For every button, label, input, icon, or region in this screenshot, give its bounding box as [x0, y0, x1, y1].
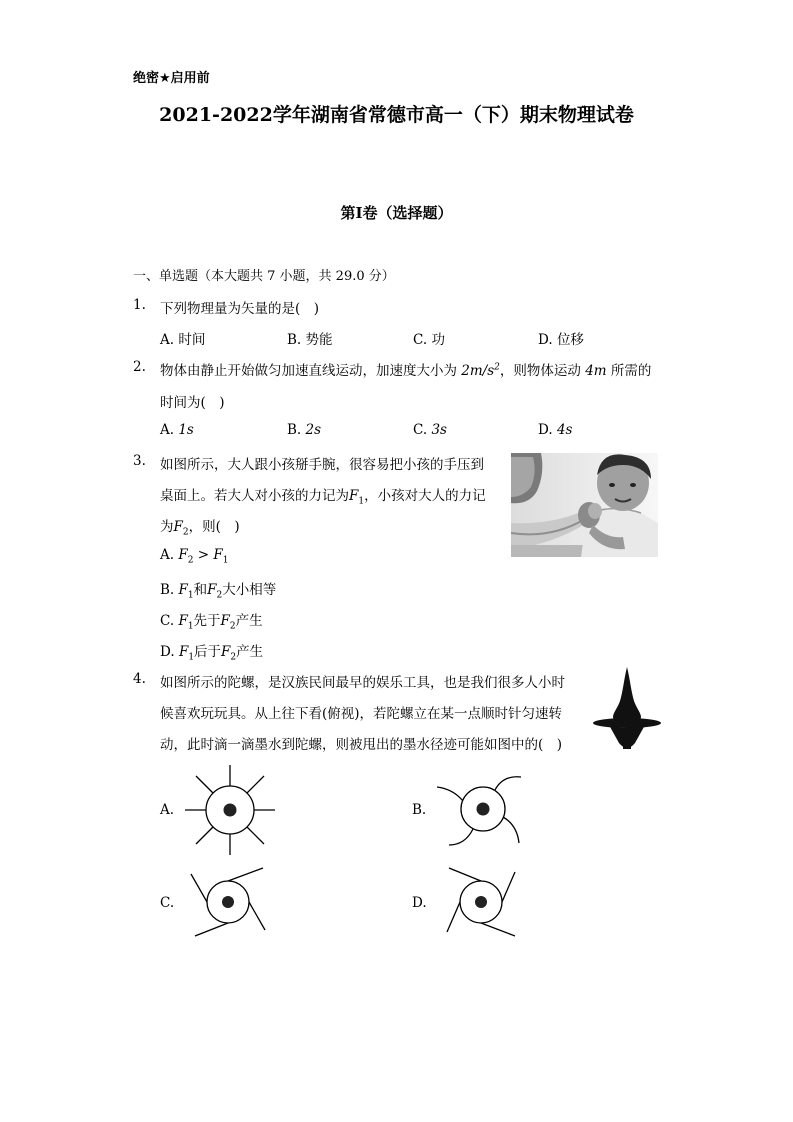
arm-wrestling-photo: [511, 453, 658, 557]
force-symbol: F: [213, 547, 223, 563]
question-4-number: 4.: [133, 671, 146, 687]
ink-trajectory-diagram-a[interactable]: [183, 763, 277, 857]
force-symbol: F: [349, 488, 359, 504]
question-4-option-c-label[interactable]: C.: [160, 895, 175, 911]
option-text: 时间: [178, 332, 206, 348]
relation: 和: [193, 582, 208, 598]
option-letter: A.: [160, 422, 175, 438]
question-2-line-1: [160, 359, 651, 379]
question-3-option-b[interactable]: [160, 578, 276, 601]
force-symbol: F: [220, 613, 230, 629]
question-4-line-2: 候喜欢玩玩具。从上往下看(俯视)，若陀螺立在某一点顺时针匀速转: [160, 706, 563, 722]
acceleration-value: 2m/s: [461, 363, 495, 379]
question-4-option-d-label[interactable]: D.: [412, 895, 427, 911]
relation: 后于: [194, 644, 222, 660]
relation: 先于: [193, 613, 221, 629]
force-symbol: F: [173, 519, 183, 535]
question-1-text: 下列物理量为矢量的是( ): [160, 301, 320, 317]
question-1-option-c[interactable]: [413, 328, 445, 348]
question-4-line-3: 动，此时滴一滴墨水到陀螺，则被甩出的墨水径迹可能如图中的( ): [160, 737, 563, 753]
exponent: 2: [494, 362, 500, 373]
question-2-option-c[interactable]: [413, 422, 447, 438]
question-3-option-d[interactable]: [160, 640, 263, 663]
question-4-option-a-label[interactable]: A.: [160, 802, 175, 818]
option-text: 3s: [431, 422, 447, 438]
text-run: ，则( ): [188, 519, 240, 535]
option-letter: C.: [413, 422, 428, 438]
subscript: 2: [229, 621, 236, 632]
text-run: 桌面上。若大人对小孩的力记为: [160, 488, 349, 504]
question-3-line-1: 如图所示，大人跟小孩掰手腕，很容易把小孩的手压到: [160, 457, 484, 473]
force-symbol: F: [178, 582, 188, 598]
question-4-option-b-label[interactable]: B.: [412, 802, 427, 818]
option-letter: D.: [160, 644, 175, 660]
question-2-number: 2.: [133, 359, 146, 375]
distance-value: 4m: [585, 363, 607, 379]
text-run: 产生: [235, 613, 263, 629]
option-text: 功: [431, 332, 445, 348]
subscript: 1: [187, 621, 194, 632]
option-letter: B.: [287, 422, 302, 438]
question-3-number: 3.: [133, 453, 146, 469]
question-2-option-d[interactable]: [538, 422, 572, 438]
question-1-number: 1.: [133, 297, 146, 313]
question-1-option-d[interactable]: [538, 328, 584, 348]
subscript: 2: [182, 527, 189, 538]
option-letter: A.: [160, 332, 175, 348]
option-text: 位移: [556, 332, 584, 348]
option-letter: B.: [287, 332, 302, 348]
option-letter: B.: [160, 582, 175, 598]
option-letter: C.: [413, 332, 428, 348]
text-run: 所需的: [606, 363, 652, 379]
option-letter: D.: [538, 332, 553, 348]
subscript: 1: [358, 496, 365, 507]
text-run: 大小相等: [222, 582, 277, 598]
option-letter: A.: [160, 547, 175, 563]
option-text: 4s: [556, 422, 573, 438]
subscript: 1: [188, 652, 195, 663]
text-run: ，则物体运动: [499, 363, 586, 379]
force-symbol: F: [178, 613, 188, 629]
force-symbol: F: [207, 582, 217, 598]
question-2-line-2: 时间为( ): [160, 395, 225, 411]
text-run: ，小孩对大人的力记: [364, 488, 486, 504]
exam-title: 2021-2022学年湖南省常德市高一（下）期末物理试卷: [159, 104, 634, 126]
option-text: 势能: [305, 332, 333, 348]
option-letter: D.: [538, 422, 553, 438]
question-3-line-2: [160, 484, 486, 507]
ink-trajectory-diagram-c[interactable]: [183, 860, 277, 940]
option-text: 2s: [305, 422, 322, 438]
question-3-option-a[interactable]: [160, 547, 228, 566]
spinning-top-figure: [593, 665, 661, 755]
ink-trajectory-diagram-d[interactable]: [435, 860, 529, 940]
force-symbol: F: [178, 547, 188, 563]
text-run: 物体由静止开始做匀加速直线运动，加速度大小为: [160, 363, 462, 379]
force-symbol: F: [178, 644, 189, 660]
text-run: 为: [160, 519, 174, 535]
subscript: 1: [187, 590, 194, 601]
question-3-line-3: [160, 515, 240, 538]
section-heading: 一、单选题（本大题共 7 小题，共 29.0 分）: [133, 269, 395, 284]
force-symbol: F: [221, 644, 231, 660]
subscript: 2: [230, 652, 237, 663]
relation: >: [193, 547, 214, 563]
question-4-line-1: 如图所示的陀螺，是汉族民间最早的娱乐工具，也是我们很多人小时: [160, 675, 565, 691]
question-1-option-b[interactable]: [287, 328, 333, 348]
option-letter: C.: [160, 613, 175, 629]
question-2-option-b[interactable]: [287, 422, 321, 438]
subscript: 2: [187, 555, 194, 566]
subscript: 1: [222, 555, 229, 566]
confidential-label: 绝密★启用前: [133, 71, 210, 86]
part-title: 第I卷（选择题）: [340, 204, 453, 222]
option-text: 1s: [178, 422, 194, 438]
question-3-option-c[interactable]: [160, 609, 263, 632]
question-2-option-a[interactable]: [160, 422, 194, 438]
question-1-option-a[interactable]: [160, 328, 205, 348]
subscript: 2: [216, 590, 223, 601]
ink-trajectory-diagram-b[interactable]: [435, 763, 529, 857]
text-run: 产生: [236, 644, 264, 660]
